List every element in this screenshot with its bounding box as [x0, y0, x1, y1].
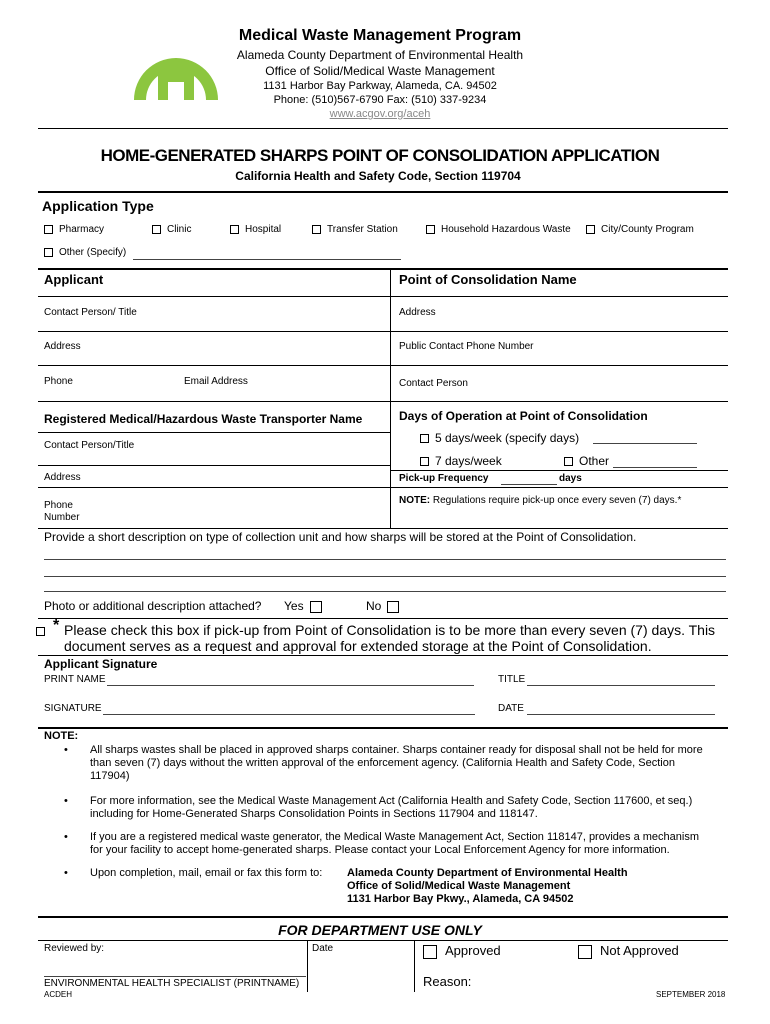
signature-heading: Applicant Signature — [44, 657, 158, 671]
row-line — [38, 401, 728, 402]
column-divider — [414, 940, 415, 992]
dept-name: Alameda County Department of Environmental Health — [236, 48, 524, 62]
description-line-2[interactable] — [44, 576, 726, 577]
mailing-address — [347, 867, 628, 905]
applicant-email-label: Email Address — [184, 376, 248, 387]
note-line: including for Home-Generated Sharps Consolidation Points in Sections 117904 and 118147. — [90, 808, 538, 820]
row-line — [38, 487, 728, 488]
specialist-label: ENVIRONMENTAL HEALTH SPECIALIST (PRINTNAME) — [44, 978, 300, 989]
checkbox[interactable] — [420, 457, 429, 466]
row-line — [38, 365, 728, 366]
date-label: DATE — [498, 703, 524, 714]
poc-phone-label: Public Contact Phone Number — [399, 341, 534, 352]
header-divider — [38, 128, 728, 129]
program-title: Medical Waste Management Program — [238, 27, 522, 44]
note-line: than seven (7) days without the written approval of the enforcement agency. (California Health and Safety Code, Section — [90, 757, 675, 769]
note-4: Upon completion, mail, email or fax this form to: — [90, 867, 323, 879]
note-line: If you are a registered medical waste generator, the Medical Waste Management Act, Section 118147, provides a mechanism — [90, 831, 699, 843]
option-household-hazardous-waste[interactable]: Household Hazardous Waste — [426, 224, 571, 235]
extended-storage-checkbox[interactable] — [36, 627, 45, 636]
checkbox[interactable] — [578, 945, 592, 959]
specialist-name-field[interactable] — [44, 976, 306, 977]
print-name-label: PRINT NAME — [44, 674, 106, 685]
specify-days-field[interactable] — [593, 443, 697, 444]
bullet: • — [64, 795, 68, 807]
photo-yes-option[interactable]: Yes — [284, 599, 322, 613]
option-other-days[interactable]: Other — [564, 454, 609, 468]
dept-date-label: Date — [312, 943, 334, 954]
row-line — [38, 432, 390, 433]
option-7-days[interactable]: 7 days/week — [420, 454, 502, 468]
extended-storage-text-1: Please check this box if pick-up from Point of Consolidation is to be more than every seven (7) days. This — [64, 622, 716, 638]
poc-contact-label: Contact Person — [399, 378, 468, 389]
pickup-days-suffix: days — [559, 473, 582, 484]
applicant-phone-label: Phone — [44, 376, 73, 387]
not-approved-option[interactable]: Not Approved — [578, 943, 679, 959]
row-line — [38, 727, 728, 729]
row-line — [38, 465, 390, 466]
checkbox[interactable] — [387, 601, 399, 613]
office-address: 1131 Harbor Bay Parkway, Alameda, CA. 94502 — [263, 80, 497, 92]
applicant-heading: Applicant — [44, 272, 104, 287]
checkbox[interactable] — [420, 434, 429, 443]
checkbox[interactable] — [230, 225, 239, 234]
signature-field[interactable] — [103, 714, 475, 715]
pickup-frequency-field[interactable] — [501, 484, 557, 485]
note-line: For more information, see the Medical Waste Management Act (California Health and Safety Code, Section 117600, et seq.) — [90, 795, 693, 807]
note-2 — [90, 795, 712, 820]
checkbox[interactable] — [310, 601, 322, 613]
form-subtitle: California Health and Safety Code, Section 119704 — [235, 169, 521, 183]
other-specify-field[interactable] — [133, 259, 401, 260]
option-clinic[interactable]: Clinic — [152, 224, 191, 235]
row-line — [38, 940, 728, 941]
office-name: Office of Solid/Medical Waste Management — [265, 64, 495, 78]
row-line — [38, 528, 728, 529]
applicant-address-label: Address — [44, 341, 81, 352]
description-line-3[interactable] — [44, 591, 726, 592]
bullet: • — [64, 831, 68, 843]
checkbox[interactable] — [44, 248, 53, 257]
reason-label: Reason: — [423, 974, 472, 989]
footer-left: ACDEH — [44, 990, 73, 999]
note-line: for your facility to accept home-generated sharps. Please contact your Local Enforcement Agency for more information. — [90, 844, 670, 856]
application-type-heading: Application Type — [42, 198, 154, 214]
asterisk: * — [53, 617, 60, 634]
option-5-days[interactable]: 5 days/week (specify days) — [420, 431, 579, 445]
row-line — [38, 916, 728, 918]
note-line: All sharps wastes shall be placed in approved sharps container. Sharps container ready for disposal shall not be held for more — [90, 744, 703, 756]
checkbox[interactable] — [44, 225, 53, 234]
transporter-contact-label: Contact Person/Title — [44, 440, 135, 451]
reviewed-by-label: Reviewed by: — [44, 943, 105, 954]
title-divider — [38, 191, 728, 193]
date-field[interactable] — [527, 714, 715, 715]
description-line-1[interactable] — [44, 559, 726, 560]
pickup-note: NOTE: Regulations require pick-up once every seven (7) days.* — [399, 495, 682, 506]
mail-line: Office of Solid/Medical Waste Management — [347, 880, 571, 892]
transporter-address-label: Address — [44, 472, 81, 483]
option-other[interactable]: Other (Specify) — [44, 247, 126, 258]
column-divider — [307, 940, 308, 992]
applicant-contact-label: Contact Person/ Title — [44, 307, 137, 318]
row-line — [38, 655, 728, 656]
notes-heading: NOTE: — [44, 730, 79, 742]
description-prompt: Provide a short description on type of collection unit and how sharps will be stored at the Point of Consolidation. — [44, 530, 637, 544]
transporter-phone-label: Phone — [44, 500, 73, 511]
poc-heading: Point of Consolidation Name — [399, 272, 577, 287]
print-name-field[interactable] — [107, 685, 474, 686]
bullet: • — [64, 744, 68, 756]
signature-label: SIGNATURE — [44, 703, 102, 714]
option-city-county-program[interactable]: City/County Program — [586, 224, 694, 235]
checkbox[interactable] — [426, 225, 435, 234]
note-1 — [90, 744, 712, 782]
option-hospital[interactable]: Hospital — [230, 224, 281, 235]
note-3 — [90, 831, 712, 856]
checkbox[interactable] — [312, 225, 321, 234]
row-line — [38, 331, 728, 332]
photo-no-option[interactable]: No — [366, 599, 399, 613]
option-transfer-station[interactable]: Transfer Station — [312, 224, 398, 235]
poc-address-label: Address — [399, 307, 436, 318]
pickup-frequency-label: Pick-up Frequency — [399, 473, 489, 484]
checkbox[interactable] — [586, 225, 595, 234]
mail-line: 1131 Harbor Bay Pkwy., Alameda, CA 94502 — [347, 893, 574, 905]
note-line: 117904) — [90, 770, 130, 782]
other-days-field[interactable] — [613, 467, 697, 468]
footer-right: SEPTEMBER 2018 — [656, 990, 726, 999]
photo-question: Photo or additional description attached? — [44, 599, 262, 613]
extended-storage-text-2: document serves as a request and approval for extended storage at the Point of Consolidation. — [64, 638, 652, 654]
website-link[interactable]: www.acgov.org/aceh — [329, 108, 431, 120]
checkbox[interactable] — [152, 225, 161, 234]
row-line — [38, 296, 728, 297]
column-divider — [390, 268, 391, 528]
row-line — [390, 470, 728, 471]
checkbox[interactable] — [423, 945, 437, 959]
form-title: HOME-GENERATED SHARPS POINT OF CONSOLIDATION APPLICATION — [100, 146, 660, 165]
department-heading: FOR DEPARTMENT USE ONLY — [278, 922, 482, 938]
mail-line: Alameda County Department of Environmental Health — [347, 867, 628, 879]
approved-option[interactable]: Approved — [423, 943, 501, 959]
transporter-heading: Registered Medical/Hazardous Waste Transporter Name — [44, 412, 363, 426]
title-field[interactable] — [527, 685, 715, 686]
office-phone: Phone: (510)567-6790 Fax: (510) 337-9234 — [273, 94, 487, 106]
section-divider — [38, 268, 728, 270]
option-pharmacy[interactable]: Pharmacy — [44, 224, 104, 235]
checkbox[interactable] — [564, 457, 573, 466]
title-label: TITLE — [498, 674, 526, 685]
transporter-number-label: Number — [44, 512, 80, 523]
row-line — [38, 618, 728, 619]
bullet: • — [64, 867, 68, 879]
days-heading: Days of Operation at Point of Consolidation — [399, 409, 648, 423]
